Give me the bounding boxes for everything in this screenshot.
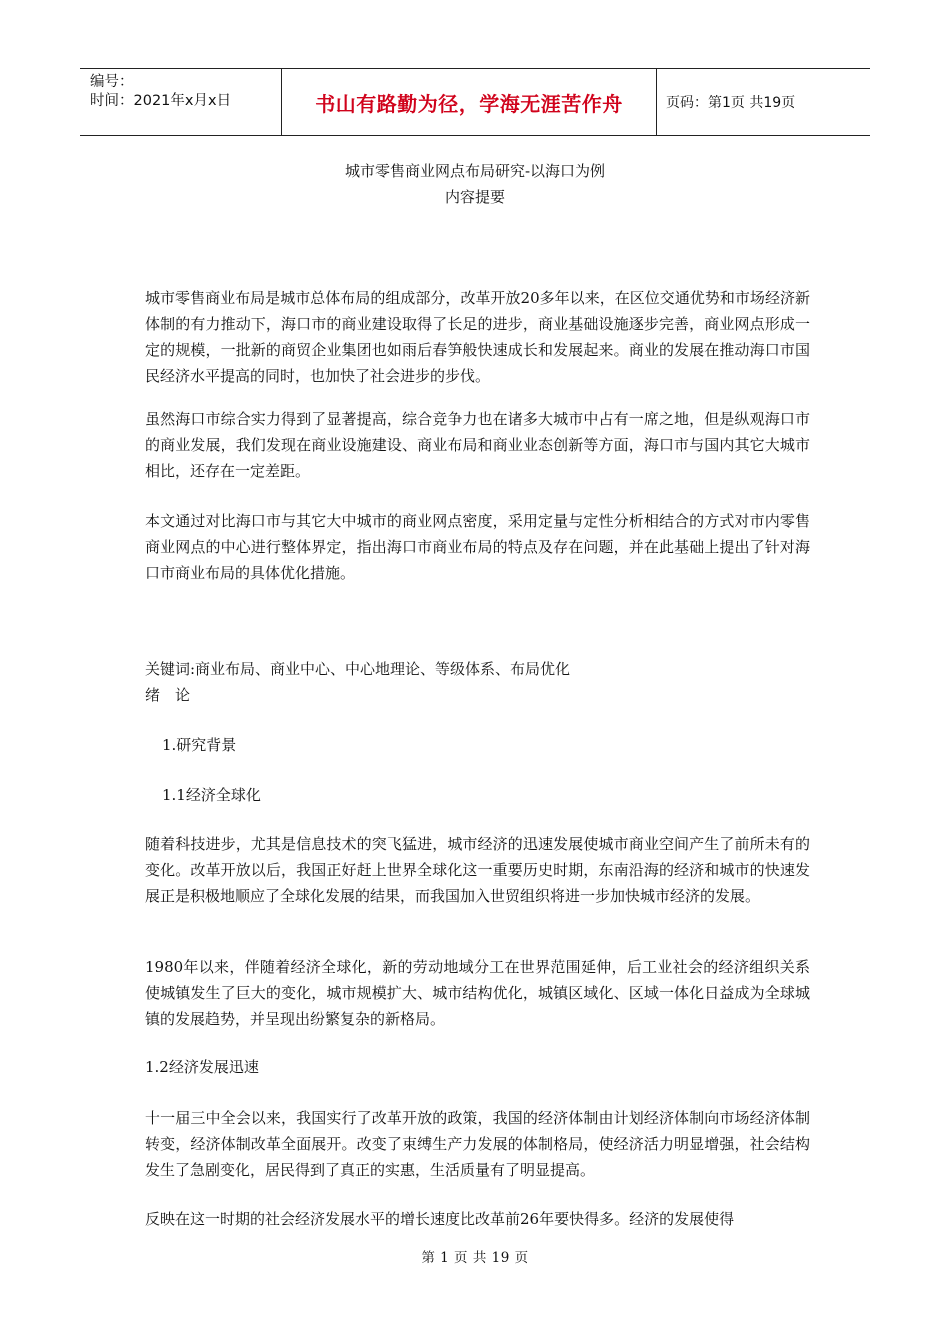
abstract-paragraph-2: 虽然海口市综合实力得到了显著提高，综合竞争力也在诸多大城市中占有一席之地，但是纵观海口市的商业发展，我们发现在商业设施建设、商业布局和商业业态创新等方面，海口市与国内其它大城市相比，还存在一定差距。 [145,410,810,480]
section-heading-1-1: 1.1经济全球化 [162,786,261,804]
header-motto: 书山有路勤为径，学海无涯苦作舟 [281,69,657,135]
header-page-number: 页码：第1页 共19页 [666,95,796,111]
body-paragraph-2: 1980年以来，伴随着经济全球化，新的劳动地域分工在世界范围延伸，后工业社会的经济组织关系使城镇发生了巨大的变化，城市规模扩大、城市结构优化，城镇区域化、区域一体化日益成为全球城镇的发展趋势，并呈现出纷繁复杂的新格局。 [145,958,810,1028]
header-info-cell [80,69,281,135]
body-paragraph-3: 十一届三中全会以来，我国实行了改革开放的政策，我国的经济体制由计划经济体制向市场经济体制转变，经济体制改革全面展开。改变了束缚生产力发展的体制格局，使经济活力明显增强，社会结构发生了急剧变化，居民得到了真正的实惠，生活质量有了明显提高。 [145,1109,810,1179]
page-footer: 第 1 页 共 19 页 [421,1250,529,1266]
section-heading-1: 1.研究背景 [162,736,237,754]
page-header [80,68,870,136]
section-heading-1-2: 1.2经济发展迅速 [145,1058,259,1076]
abstract-paragraph-1: 城市零售商业布局是城市总体布局的组成部分，改革开放20多年以来，在区位交通优势和市场经济新体制的有力推动下，海口市的商业建设取得了长足的进步，商业基础设施逐步完善，商业网点形成一定的规模，一批新的商贸企业集团也如雨后春笋般快速成长和发展起来。商业的发展在推动海口市国民经济水平提高的同时，也加快了社会进步的步伐。 [145,289,810,385]
abstract-paragraph-3: 本文通过对比海口市与其它大中城市的商业网点密度，采用定量与定性分析相结合的方式对市内零售商业网点的中心进行整体界定，指出海口市商业布局的特点及存在问题，并在此基础上提出了针对海口市商业布局的具体优化措施。 [145,512,810,582]
document-number-label: 编号： [90,74,134,90]
keywords-line: 关键词:商业布局、商业中心、中心地理论、等级体系、布局优化 [145,660,571,678]
document-title: 城市零售商业网点布局研究-以海口为例 [344,162,606,180]
intro-heading: 绪 论 [145,686,191,704]
body-paragraph-1: 随着科技进步，尤其是信息技术的突飞猛进，城市经济的迅速发展使城市商业空间产生了前所未有的变化。改革开放以后，我国正好赶上世界全球化这一重要历史时期，东南沿海的经济和城市的快速发展正是积极地顺应了全球化发展的结果，而我国加入世贸组织将进一步加快城市经济的发展。 [145,835,810,905]
body-paragraph-4: 反映在这一时期的社会经济发展水平的增长速度比改革前26年要快得多。经济的发展使得 [145,1210,735,1228]
document-date-label: 时间：2021年x月x日 [90,93,232,109]
document-subtitle: 内容提要 [444,188,505,206]
